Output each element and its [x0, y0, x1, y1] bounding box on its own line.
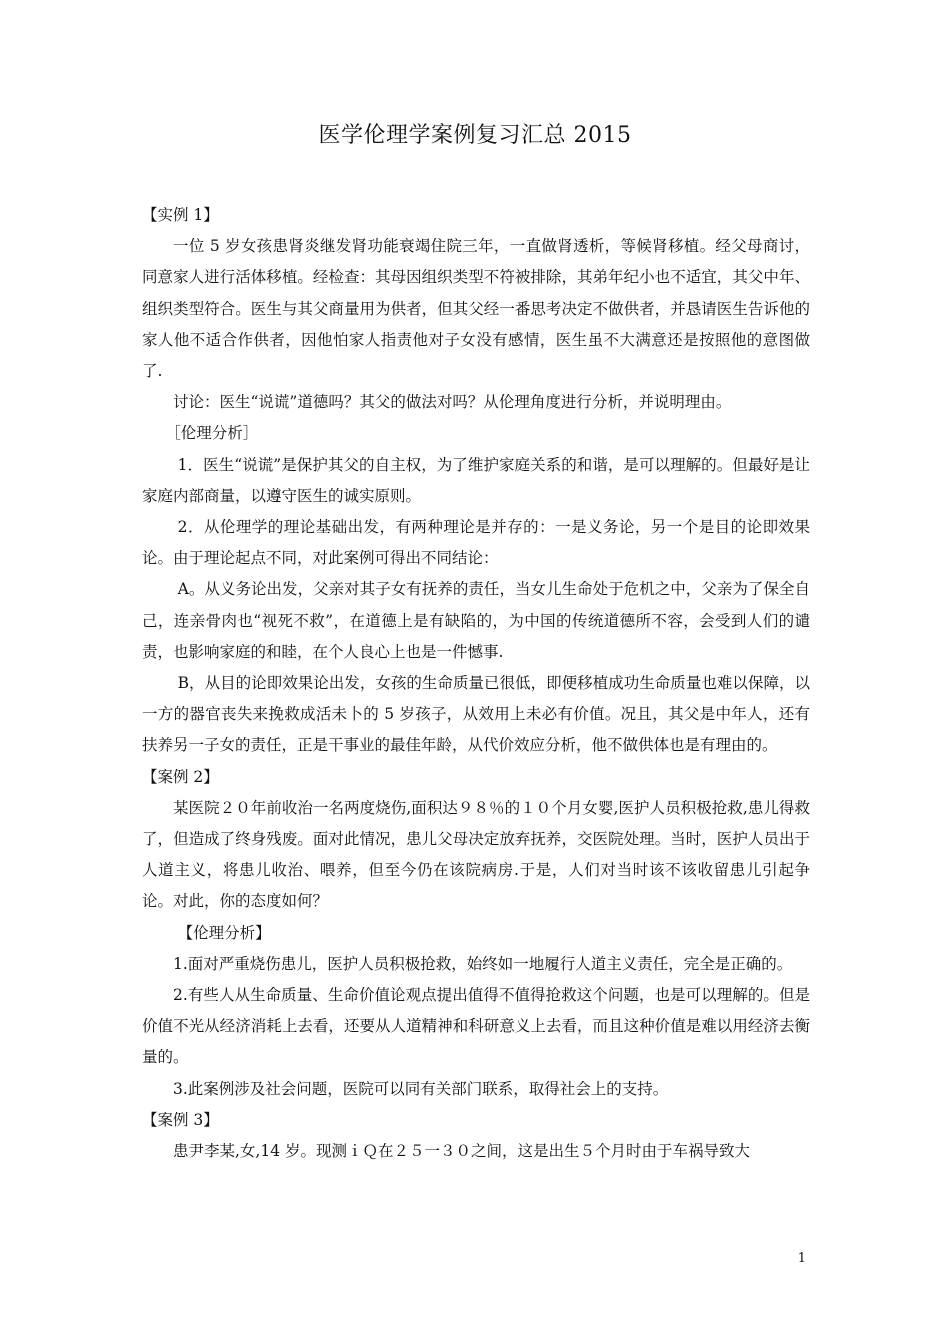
case1-point-b: B，从目的论即效果论出发，女孩的生命质量已很低，即便移植成功生命质量也难以保障，以一方的器官丧失来挽救成活未卜的 5 岁孩子，从效用上未必有价值。况且，其父是中年人，还有扶养另一子女的责任，正是干事业的最佳年龄，从代价效应分析，他不做供体也是有理由的。 — [142, 674, 810, 755]
case1-body: 一位 5 岁女孩患肾炎继发肾功能衰竭住院三年，一直做肾透析，等候肾移植。经父母商讨，同意家人进行活体移植。经检查：其母因组织类型不符被排除，其弟年纪小也不适宜，其父中年、组织类型符合。医生与其父商量用为供者，但其父经一番思考决定不做供者，并恳请医生告诉他的家人他不适合作供者，因他怕家人指责他对子女没有感情，医生虽不大满意还是按照他的意图做了. — [142, 237, 810, 381]
case2-point-2: 2.有些人从生命质量、生命价值论观点提出值得不值得抢救这个问题，也是可以理解的。但是价值不光从经济消耗上去看，还要从人道精神和科研意义上去看，而且这种价值是难以用经济去衡量的。 — [142, 986, 810, 1067]
case2-body: 某医院２０年前收治一名两度烧伤,面积达９８％的１０个月女婴,医护人员积极抢救,患儿得救了，但造成了终身残废。面对此情况，患儿父母决定放弃抚养，交医院处理。当时，医护人员出于人道主义，将患儿收治、喂养，但至今仍在该院病房.于是，人们对当时该不该收留患儿引起争论。对此，你的态度如何？ — [142, 798, 810, 911]
case1-heading: 【实例 1】 — [142, 206, 219, 224]
page-number: 1 — [797, 1251, 806, 1266]
case2-analysis-label: 【伦理分析】 — [177, 923, 271, 942]
case1-point-1: 1．医生“说谎”是保护其父的自主权，为了维护家庭关系的和谐，是可以理解的。但最好是让家庭内部商量，以遵守医生的诚实原则。 — [142, 455, 810, 505]
document-body — [142, 200, 810, 1167]
document-title: 医学伦理学案例复习汇总 2015 — [318, 123, 632, 148]
case1-analysis-label: ［伦理分析］ — [165, 424, 259, 443]
case1-point-a: A。从义务论出发，父亲对其子女有抚养的责任，当女儿生命处于危机之中，父亲为了保全自己，连亲骨肉也“视死不救”，在道德上是有缺陷的，为中国的传统道德所不容，会受到人们的谴责，也影响家庭的和睦，在个人良心上也是一件憾事. — [142, 580, 810, 661]
case1-discussion: 讨论：医生“说谎”道德吗？其父的做法对吗？从伦理角度进行分析，并说明理由。 — [173, 393, 732, 412]
case2-point-1: 1.面对严重烧伤患儿，医护人员积极抢救，始终如一地履行人道主义责任，完全是正确的。 — [173, 954, 793, 973]
case3-body: 患尹李某,女,14 岁。现测ｉＱ在２５一３０之间，这是出生５个月时由于车祸导致大 — [173, 1142, 751, 1161]
case2-heading: 【案例 2】 — [142, 767, 219, 786]
case1-point-2: 2．从伦理学的理论基础出发，有两种理论是并存的：一是义务论，另一个是目的论即效果论。由于理论起点不同，对此案例可得出不同结论： — [142, 518, 810, 568]
case3-heading: 【案例 3】 — [142, 1110, 219, 1129]
case2-point-3: 3.此案例涉及社会问题，医院可以同有关部门联系，取得社会上的支持。 — [173, 1079, 669, 1098]
